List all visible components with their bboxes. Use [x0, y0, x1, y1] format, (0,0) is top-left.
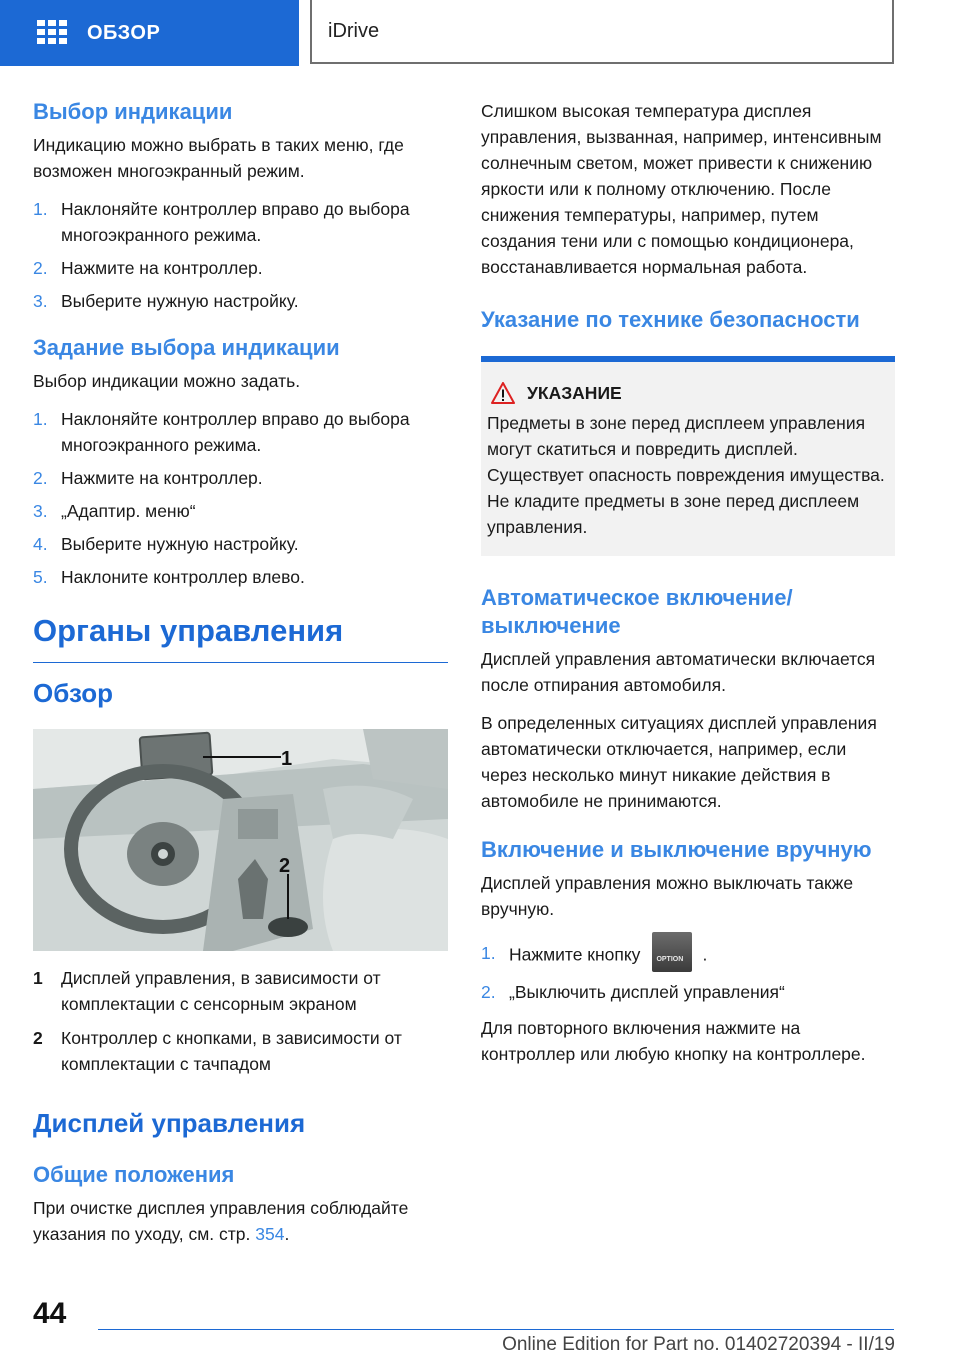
heading-choose-display: Выбор индикации	[33, 99, 233, 124]
heading-manual: Включение и выключение вручную	[481, 837, 872, 862]
heading-display: Дисплей управления	[33, 1108, 306, 1138]
list-item: 3. Выберите нужную настройку.	[33, 291, 299, 311]
warning-triangle-icon	[491, 382, 515, 404]
chapter-title: iDrive	[328, 19, 380, 42]
steps-list	[481, 940, 895, 1005]
paragraph: Дисплей управления можно выключать также вручную.	[481, 873, 854, 919]
page-number: 44	[33, 1297, 67, 1330]
figure-legend	[33, 965, 448, 1077]
warning-box	[481, 356, 895, 556]
warning-text: Предметы в зоне перед дисплеем управления могут скатиться и повредить дисплей. Существует опасность повреждения имущества. Не кладите предметы в зоне перед дисплеем управления.	[487, 413, 885, 537]
cockpit-illustration	[33, 729, 448, 951]
legend-item: 1 Дисплей управления, в зависимости от комплектации с сенсорным экраном	[33, 968, 381, 1014]
edition-note: Online Edition for Part no. 01402720394 - II/19	[502, 1334, 895, 1355]
heading-set-display: Задание выбора индикации	[33, 335, 340, 360]
cockpit-figure	[33, 729, 448, 951]
paragraph: Слишком высокая температура дисплея управления, вызванная, например, интенсивным солнечным светом, может привести к снижению яркости или к полному отключению. После снижения температуры, например, путем создания тени или с помощью кондиционера, восстанавливается нормальная работа.	[481, 101, 882, 277]
paragraph: Выбор индикации можно задать.	[33, 371, 301, 391]
steps-list	[33, 196, 448, 314]
list-item: 2. Нажмите на контроллер.	[33, 468, 263, 488]
paragraph: Индикацию можно выбрать в таких меню, где возможен многоэкранный режим.	[33, 135, 404, 181]
list-item: 1. Наклоняйте контроллер вправо до выбора многоэкранного режима.	[33, 409, 410, 455]
section-title: ОБЗОР	[87, 21, 161, 44]
list-item: 3. „Адаптир. меню“	[33, 501, 196, 521]
callout-2: 2	[279, 855, 291, 877]
paragraph: Дисплей управления автоматически включается после отпирания автомобиля.	[481, 649, 876, 695]
paragraph: В определенных ситуациях дисплей управления автоматически отключается, например, если через несколько минут никакие действия в автомобиле не принимаются.	[481, 713, 877, 811]
option-button-icon: OPTION	[652, 932, 692, 972]
heading-auto: Автоматическое включение/ выключение	[481, 585, 793, 638]
page-link[interactable]: 354	[255, 1224, 285, 1244]
grid-menu-icon	[37, 20, 67, 46]
steps-list	[33, 406, 448, 590]
warning-title: УКАЗАНИЕ	[487, 382, 887, 404]
list-item: 1. Нажмите кнопку OPTION .	[481, 940, 895, 972]
paragraph: Для повторного включения нажмите на контроллер или любую кнопку на контроллере.	[481, 1018, 866, 1064]
legend-item: 2 Контроллер с кнопками, в зависимости от комплектации с тачпадом	[33, 1028, 402, 1074]
heading-controls: Органы управления	[33, 612, 448, 663]
list-item: 4. Выберите нужную настройку.	[33, 534, 299, 554]
list-item: 1. Наклоняйте контроллер вправо до выбора многоэкранного режима.	[33, 199, 410, 245]
list-item: 5. Наклоните контроллер влево.	[33, 567, 305, 587]
list-item: 2. „Выключить дисплей управления“	[481, 982, 785, 1002]
heading-general: Общие положения	[33, 1162, 235, 1187]
callout-1: 1	[281, 748, 293, 770]
right-column	[481, 98, 895, 1079]
heading-safety: Указание по технике безопасности	[481, 307, 860, 332]
section-tab[interactable]	[0, 0, 299, 66]
list-item: 2. Нажмите на контроллер.	[33, 258, 263, 278]
left-column	[33, 98, 448, 1259]
heading-overview: Обзор	[33, 678, 113, 708]
chapter-header	[310, 0, 894, 64]
footer-divider	[98, 1329, 894, 1330]
paragraph: При очистке дисплея управления соблюдайте указания по уходу, см. стр. 354.	[33, 1198, 409, 1244]
